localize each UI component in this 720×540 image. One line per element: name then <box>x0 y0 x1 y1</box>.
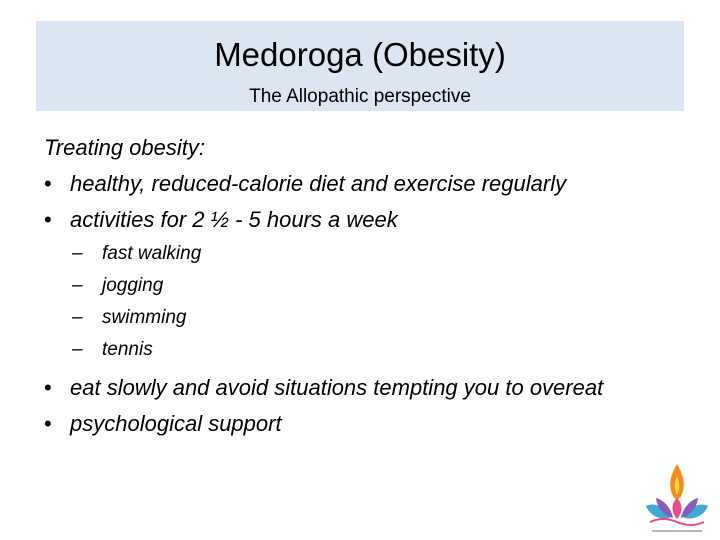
bullet-marker: • <box>44 411 52 436</box>
list-item <box>44 202 704 238</box>
petal-center <box>673 498 682 519</box>
list-item <box>44 166 704 202</box>
caption-line <box>652 530 702 532</box>
list-item-text: psychological support <box>70 411 282 436</box>
list-item <box>44 370 704 406</box>
sub-list-item <box>44 334 704 366</box>
dash-marker: – <box>72 275 83 296</box>
activity-sublist <box>44 238 704 370</box>
bullet-marker: • <box>44 171 52 196</box>
slide-subtitle: The Allopathic perspective <box>249 86 471 107</box>
slide-title: Medoroga (Obesity) <box>214 36 506 73</box>
sub-item-text: swimming <box>102 307 187 328</box>
sub-item-text: fast walking <box>102 243 202 264</box>
title-banner <box>36 21 684 111</box>
sub-list-item <box>44 270 704 302</box>
list-item-text: eat slowly and avoid situations tempting you to overeat <box>70 375 604 400</box>
list-item-text: healthy, reduced-calorie diet and exercise regularly <box>70 171 567 196</box>
list-item-text: activities for 2 ½ - 5 hours a week <box>70 207 398 232</box>
section-heading: Treating obesity: <box>44 135 206 160</box>
sub-list-item <box>44 302 704 334</box>
sub-list-item <box>44 238 704 270</box>
bullet-marker: • <box>44 375 52 400</box>
sub-item-text: jogging <box>102 275 164 296</box>
base-wave <box>650 519 704 525</box>
dash-marker: – <box>72 307 83 328</box>
slide-body <box>44 130 704 442</box>
bullet-marker: • <box>44 207 52 232</box>
lotus-flame-logo-icon <box>640 462 714 538</box>
sub-item-text: tennis <box>102 339 153 360</box>
dash-marker: – <box>72 243 83 264</box>
list-item <box>44 406 704 442</box>
dash-marker: – <box>72 339 83 360</box>
